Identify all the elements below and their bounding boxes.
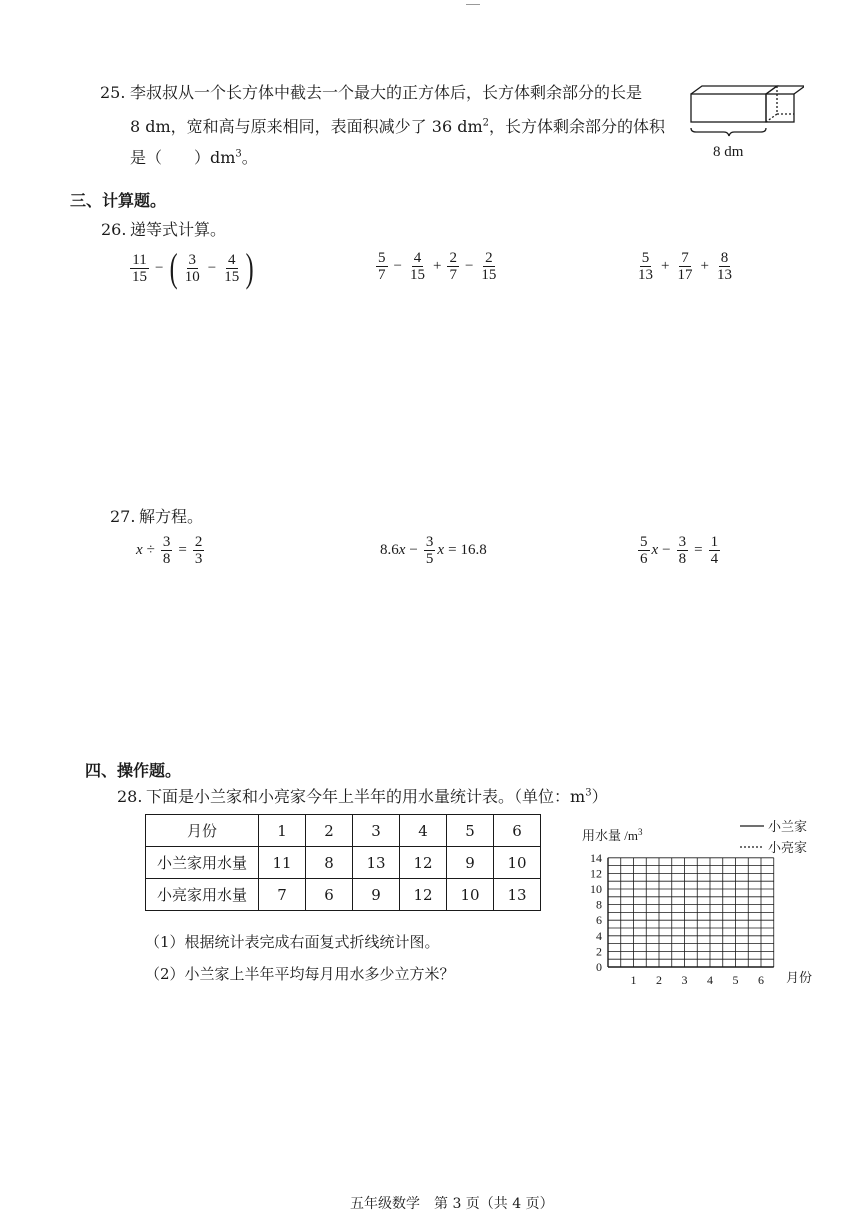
y-tick-label: 0 <box>596 960 602 974</box>
table-header-cell: 1 <box>259 815 306 847</box>
table-cell: 10 <box>447 879 494 911</box>
q26-expression-2: $\frac{5}{7}$ − $\frac{4}{15}$ + $\frac{2}{7}$ − $\frac{2}{15}$ <box>378 250 497 283</box>
q27-equation-1: x ÷ $\frac{3}{8}$ = $\frac{2}{3}$ <box>136 534 203 567</box>
table-cell: 6 <box>306 879 353 911</box>
table-header-cell: 3 <box>353 815 400 847</box>
table-header-row <box>146 815 541 847</box>
table-header-cell: 2 <box>306 815 353 847</box>
table-cell: 11 <box>259 847 306 879</box>
table-header-cell: 6 <box>494 815 541 847</box>
x-tick-label: 3 <box>681 973 688 987</box>
table-cell: 9 <box>447 847 494 879</box>
legend-label-xiaolan: 小兰家 <box>768 819 808 834</box>
figure-length-label: 8 dm <box>713 144 744 160</box>
y-tick-label: 6 <box>596 913 602 928</box>
table-cell: 9 <box>353 879 400 911</box>
legend-label-xiaoliang: 小亮家 <box>768 840 808 855</box>
table-cell: 13 <box>494 879 541 911</box>
q27-equation-2: 8.6 x − $\frac{3}{5}$ x = 16.8 <box>380 534 487 567</box>
water-usage-table <box>145 814 541 911</box>
q27-title: 解方程。 <box>139 507 204 526</box>
table-cell: 小亮家用水量 <box>146 879 259 911</box>
q26-expression-1: $\frac{11}{15}$ − ( $\frac{3}{10}$ − $\frac{4}{15}$ ) <box>132 245 254 290</box>
x-tick-label: 5 <box>732 973 739 987</box>
table-cell: 13 <box>353 847 400 879</box>
table-header-cell: 月份 <box>146 815 259 847</box>
x-tick-label: 6 <box>758 973 764 987</box>
q25-line3: 是（ ）$dm^3$。 <box>130 148 258 167</box>
chart-grid <box>608 858 774 967</box>
x-tick-label: 2 <box>656 973 662 987</box>
y-tick-label: 8 <box>596 897 602 912</box>
q27-equation-3: $\frac{5}{6}$ x − $\frac{3}{8}$ = $\frac{1}{4}$ <box>640 534 719 567</box>
q26-expression-3: $\frac{5}{13}$ + $\frac{7}{17}$ + $\frac{8}{13}$ <box>638 250 732 283</box>
y-tick-label: 12 <box>590 866 602 881</box>
table-cell: 小兰家用水量 <box>146 847 259 879</box>
table-header-cell: 5 <box>447 815 494 847</box>
q28-subquestion-2: （2）小兰家上半年平均每月用水多少立方米？ <box>145 965 455 983</box>
q27-number: 27. <box>110 507 136 526</box>
q25-line1: 李叔叔从一个长方体中截去一个最大的正方体后，长方体剩余部分的长是 <box>130 83 643 102</box>
q26-title: 递等式计算。 <box>130 220 227 239</box>
scan-mark <box>466 4 480 5</box>
chart-x-ticks <box>631 973 765 987</box>
table-cell: 10 <box>494 847 541 879</box>
q25-line2: 8 dm，宽和高与原来相同，表面积减少了 36 $dm^2$，长方体剩余部分的体积 <box>130 117 666 136</box>
table-cell: 12 <box>400 847 447 879</box>
chart-y-ticks <box>590 851 602 974</box>
y-tick-label: 10 <box>590 882 602 896</box>
section3-title: 三、计算题。 <box>70 191 167 210</box>
q25-number: 25. <box>100 83 126 102</box>
y-tick-label: 2 <box>596 944 602 959</box>
cuboid-figure <box>684 80 804 164</box>
water-usage-line-chart <box>570 812 820 992</box>
section4-title: 四、操作题。 <box>85 761 182 780</box>
q26-number: 26. <box>101 220 127 239</box>
chart-ylabel: 用水量 $/m^3$ <box>582 827 643 843</box>
x-tick-label: 1 <box>630 973 637 987</box>
table-cell: 8 <box>306 847 353 879</box>
x-tick-label: 4 <box>707 973 713 987</box>
y-tick-label: 14 <box>590 850 602 865</box>
y-tick-label: 4 <box>596 928 602 943</box>
table-cell: 12 <box>400 879 447 911</box>
table-row <box>146 879 541 911</box>
table-header-cell: 4 <box>400 815 447 847</box>
q28-intro: 下面是小兰家和小亮家今年上半年的用水量统计表。（单位：$m^3$） <box>146 787 608 806</box>
q28-number: 28. <box>117 787 143 806</box>
q28-subquestion-1: （1）根据统计表完成右面复式折线统计图。 <box>145 933 440 951</box>
chart-xlabel: 月份 <box>786 970 813 985</box>
table-cell: 7 <box>259 879 306 911</box>
table-row <box>146 847 541 879</box>
page-footer: 五年级数学 第 3 页（共 4 页） <box>350 1196 554 1212</box>
